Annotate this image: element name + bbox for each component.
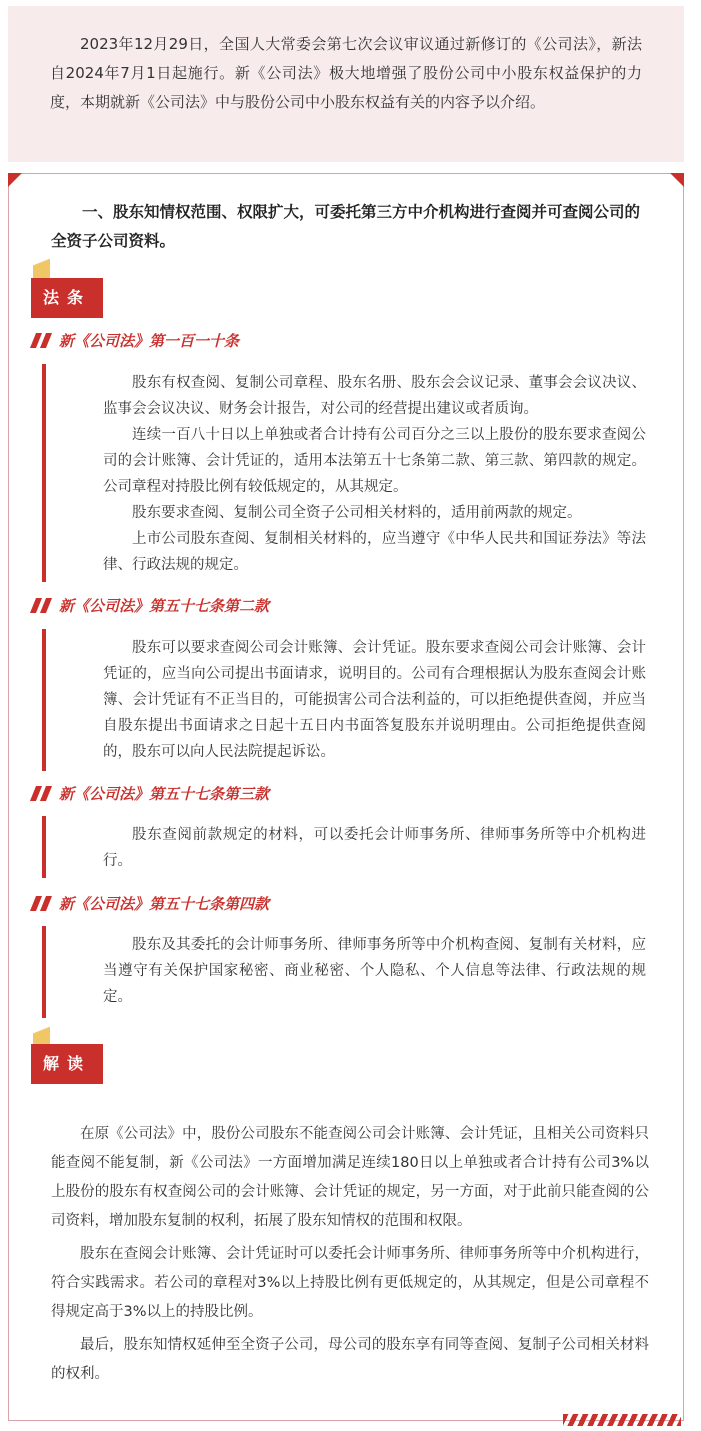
slash-mark-icon — [40, 786, 52, 801]
intro-text: 2023年12月29日，全国人大常委会第七次会议审议通过新修订的《公司法》，新法自2024年7月1日起施行。新《公司法》极大地增强了股份公司中小股东权益保护的力度，本期就新《公司法》中与股份公司中小股东权益有关的内容予以介绍。 — [50, 35, 642, 111]
interpretation-paragraph: 股东在查阅会计账簿、会计凭证时可以委托会计师事务所、律师事务所等中介机构进行，符合实践需求。若公司的章程对3%以上持股比例有更低规定的，从其规定，但是公司章程不得规定高于3%以上的持股比例。 — [51, 1246, 649, 1320]
article-quote — [42, 364, 646, 582]
article-heading: 新《公司法》第一百一十条 — [33, 330, 239, 352]
content-card — [8, 173, 684, 1421]
article-paragraph: 上市公司股东查阅、复制相关材料的，应当遵守《中华人民共和国证券法》等法律、行政法规的规定。 — [103, 531, 646, 573]
section-title: 一、股东知情权范围、权限扩大，可委托第三方中介机构进行查阅并可查阅公司的全资子公司资料。 — [51, 203, 641, 250]
slash-mark-icon — [40, 896, 52, 911]
law-tag: 法条 — [31, 278, 103, 318]
article-heading: 新《公司法》第五十七条第三款 — [33, 783, 269, 805]
article-paragraph: 股东有权查阅、复制公司章程、股东名册、股东会会议记录、董事会会议决议、监事会会议决议、财务会计报告，对公司的经营提出建议或者质询。 — [103, 375, 646, 417]
article-heading: 新《公司法》第五十七条第二款 — [33, 595, 269, 617]
article-quote — [42, 926, 646, 1018]
interpretation-text — [51, 1120, 649, 1393]
article-paragraph: 连续一百八十日以上单独或者合计持有公司百分之三以上股份的股东要求查阅公司的会计账簿、会计凭证的，适用本法第五十七条第二款、第三款、第四款的规定。公司章程对持股比例有较低规定的，从其规定。 — [103, 427, 646, 495]
corner-decoration — [670, 173, 684, 187]
article-heading: 新《公司法》第五十七条第四款 — [33, 893, 269, 915]
slash-mark-icon — [40, 598, 52, 613]
article-quote — [42, 629, 646, 771]
article-paragraph: 股东及其委托的会计师事务所、律师事务所等中介机构查阅、复制有关材料，应当遵守有关保护国家秘密、商业秘密、个人隐私、个人信息等法律、行政法规的规定。 — [103, 937, 646, 1005]
slash-mark-icon — [40, 333, 52, 348]
article-paragraph: 股东可以要求查阅公司会计账簿、会计凭证。股东要求查阅公司会计账簿、会计凭证的，应当向公司提出书面请求，说明目的。公司有合理根据认为股东查阅会计账簿、会计凭证有不正当目的，可能损害公司合法利益的，可以拒绝提供查阅，并应当自股东提出书面请求之日起十五日内书面答复股东并说明理由。公司拒绝提供查阅的，股东可以向人民法院提起诉讼。 — [103, 640, 646, 760]
article-paragraph: 股东查阅前款规定的材料，可以委托会计师事务所、律师事务所等中介机构进行。 — [103, 827, 646, 869]
stripe-decoration — [563, 1414, 681, 1426]
interpretation-paragraph: 在原《公司法》中，股份公司股东不能查阅公司会计账簿、会计凭证，且相关公司资料只能查阅不能复制，新《公司法》一方面增加满足连续180日以上单独或者合计持有公司3%以上股份的股东有权查阅公司的会计账簿、会计凭证的规定，另一方面，对于此前只能查阅的公司资料，增加股东复制的权利，拓展了股东知情权的范围和权限。 — [51, 1126, 649, 1229]
article-paragraph: 股东要求查阅、复制公司全资子公司相关材料的，适用前两款的规定。 — [132, 505, 582, 521]
corner-decoration — [8, 173, 22, 187]
interpretation-paragraph: 最后，股东知情权延伸至全资子公司，母公司的股东享有同等查阅、复制子公司相关材料的权利。 — [51, 1337, 649, 1382]
intro-box — [8, 6, 684, 162]
article-quote — [42, 816, 646, 878]
interpretation-tag: 解读 — [31, 1044, 103, 1084]
